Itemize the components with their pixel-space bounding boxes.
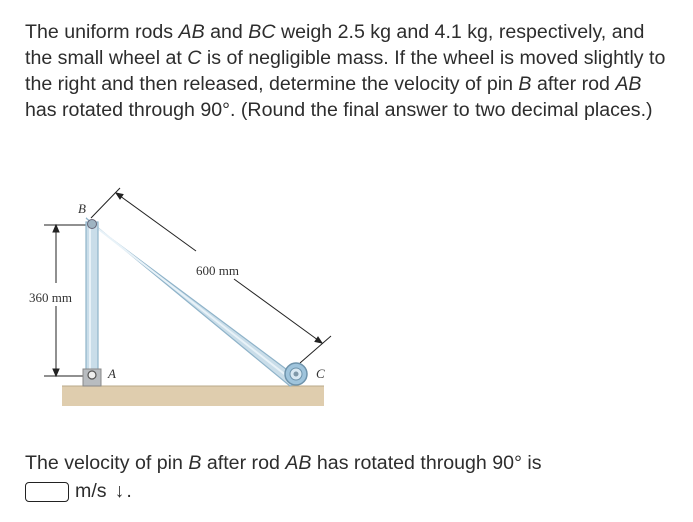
problem-segment: C bbox=[187, 47, 202, 69]
period: . bbox=[126, 480, 132, 502]
answer-segment: B bbox=[188, 452, 202, 474]
rod-ab bbox=[86, 222, 98, 378]
answer-segment: after rod bbox=[201, 452, 286, 474]
problem-segment: and bbox=[204, 21, 249, 43]
problem-segment: has rotated through 90°. (Round the final answer to two decimal places.) bbox=[25, 99, 653, 121]
unit-label: m/s bbox=[75, 480, 107, 502]
mechanism-figure bbox=[20, 178, 340, 413]
problem-segment: BC bbox=[248, 21, 276, 43]
answer-segment: The velocity of pin bbox=[25, 452, 189, 474]
answer-statement bbox=[25, 448, 542, 478]
rod-bc bbox=[86, 218, 302, 386]
problem-segment: AB bbox=[178, 21, 205, 43]
answer-segment: AB bbox=[285, 452, 312, 474]
dim-diagonal-label: 600 mm bbox=[196, 263, 239, 278]
problem-segment: AB bbox=[615, 73, 642, 95]
label-c: C bbox=[316, 366, 325, 381]
problem-segment: is of negligible mass. If the wheel is moved slightly to the right and then released, determine the velocity of pin bbox=[25, 47, 666, 95]
pin-b bbox=[88, 220, 97, 229]
label-b: B bbox=[78, 201, 86, 216]
problem-segment: weigh 2.5 kg and 4.1 kg, respectively, and the small wheel at bbox=[25, 21, 645, 69]
label-a: A bbox=[108, 366, 116, 381]
velocity-answer-input[interactable] bbox=[25, 482, 69, 502]
problem-segment: B bbox=[518, 73, 532, 95]
dim-vertical-label: 360 mm bbox=[29, 290, 72, 305]
problem-segment: The uniform rods bbox=[25, 21, 179, 43]
direction-arrow-icon: ↓ bbox=[114, 480, 125, 502]
pin-a bbox=[88, 371, 96, 379]
problem-statement bbox=[25, 19, 675, 123]
answer-row bbox=[25, 480, 132, 503]
ground bbox=[62, 386, 324, 406]
problem-segment: after rod bbox=[531, 73, 616, 95]
answer-segment: has rotated through 90° is bbox=[311, 452, 542, 474]
